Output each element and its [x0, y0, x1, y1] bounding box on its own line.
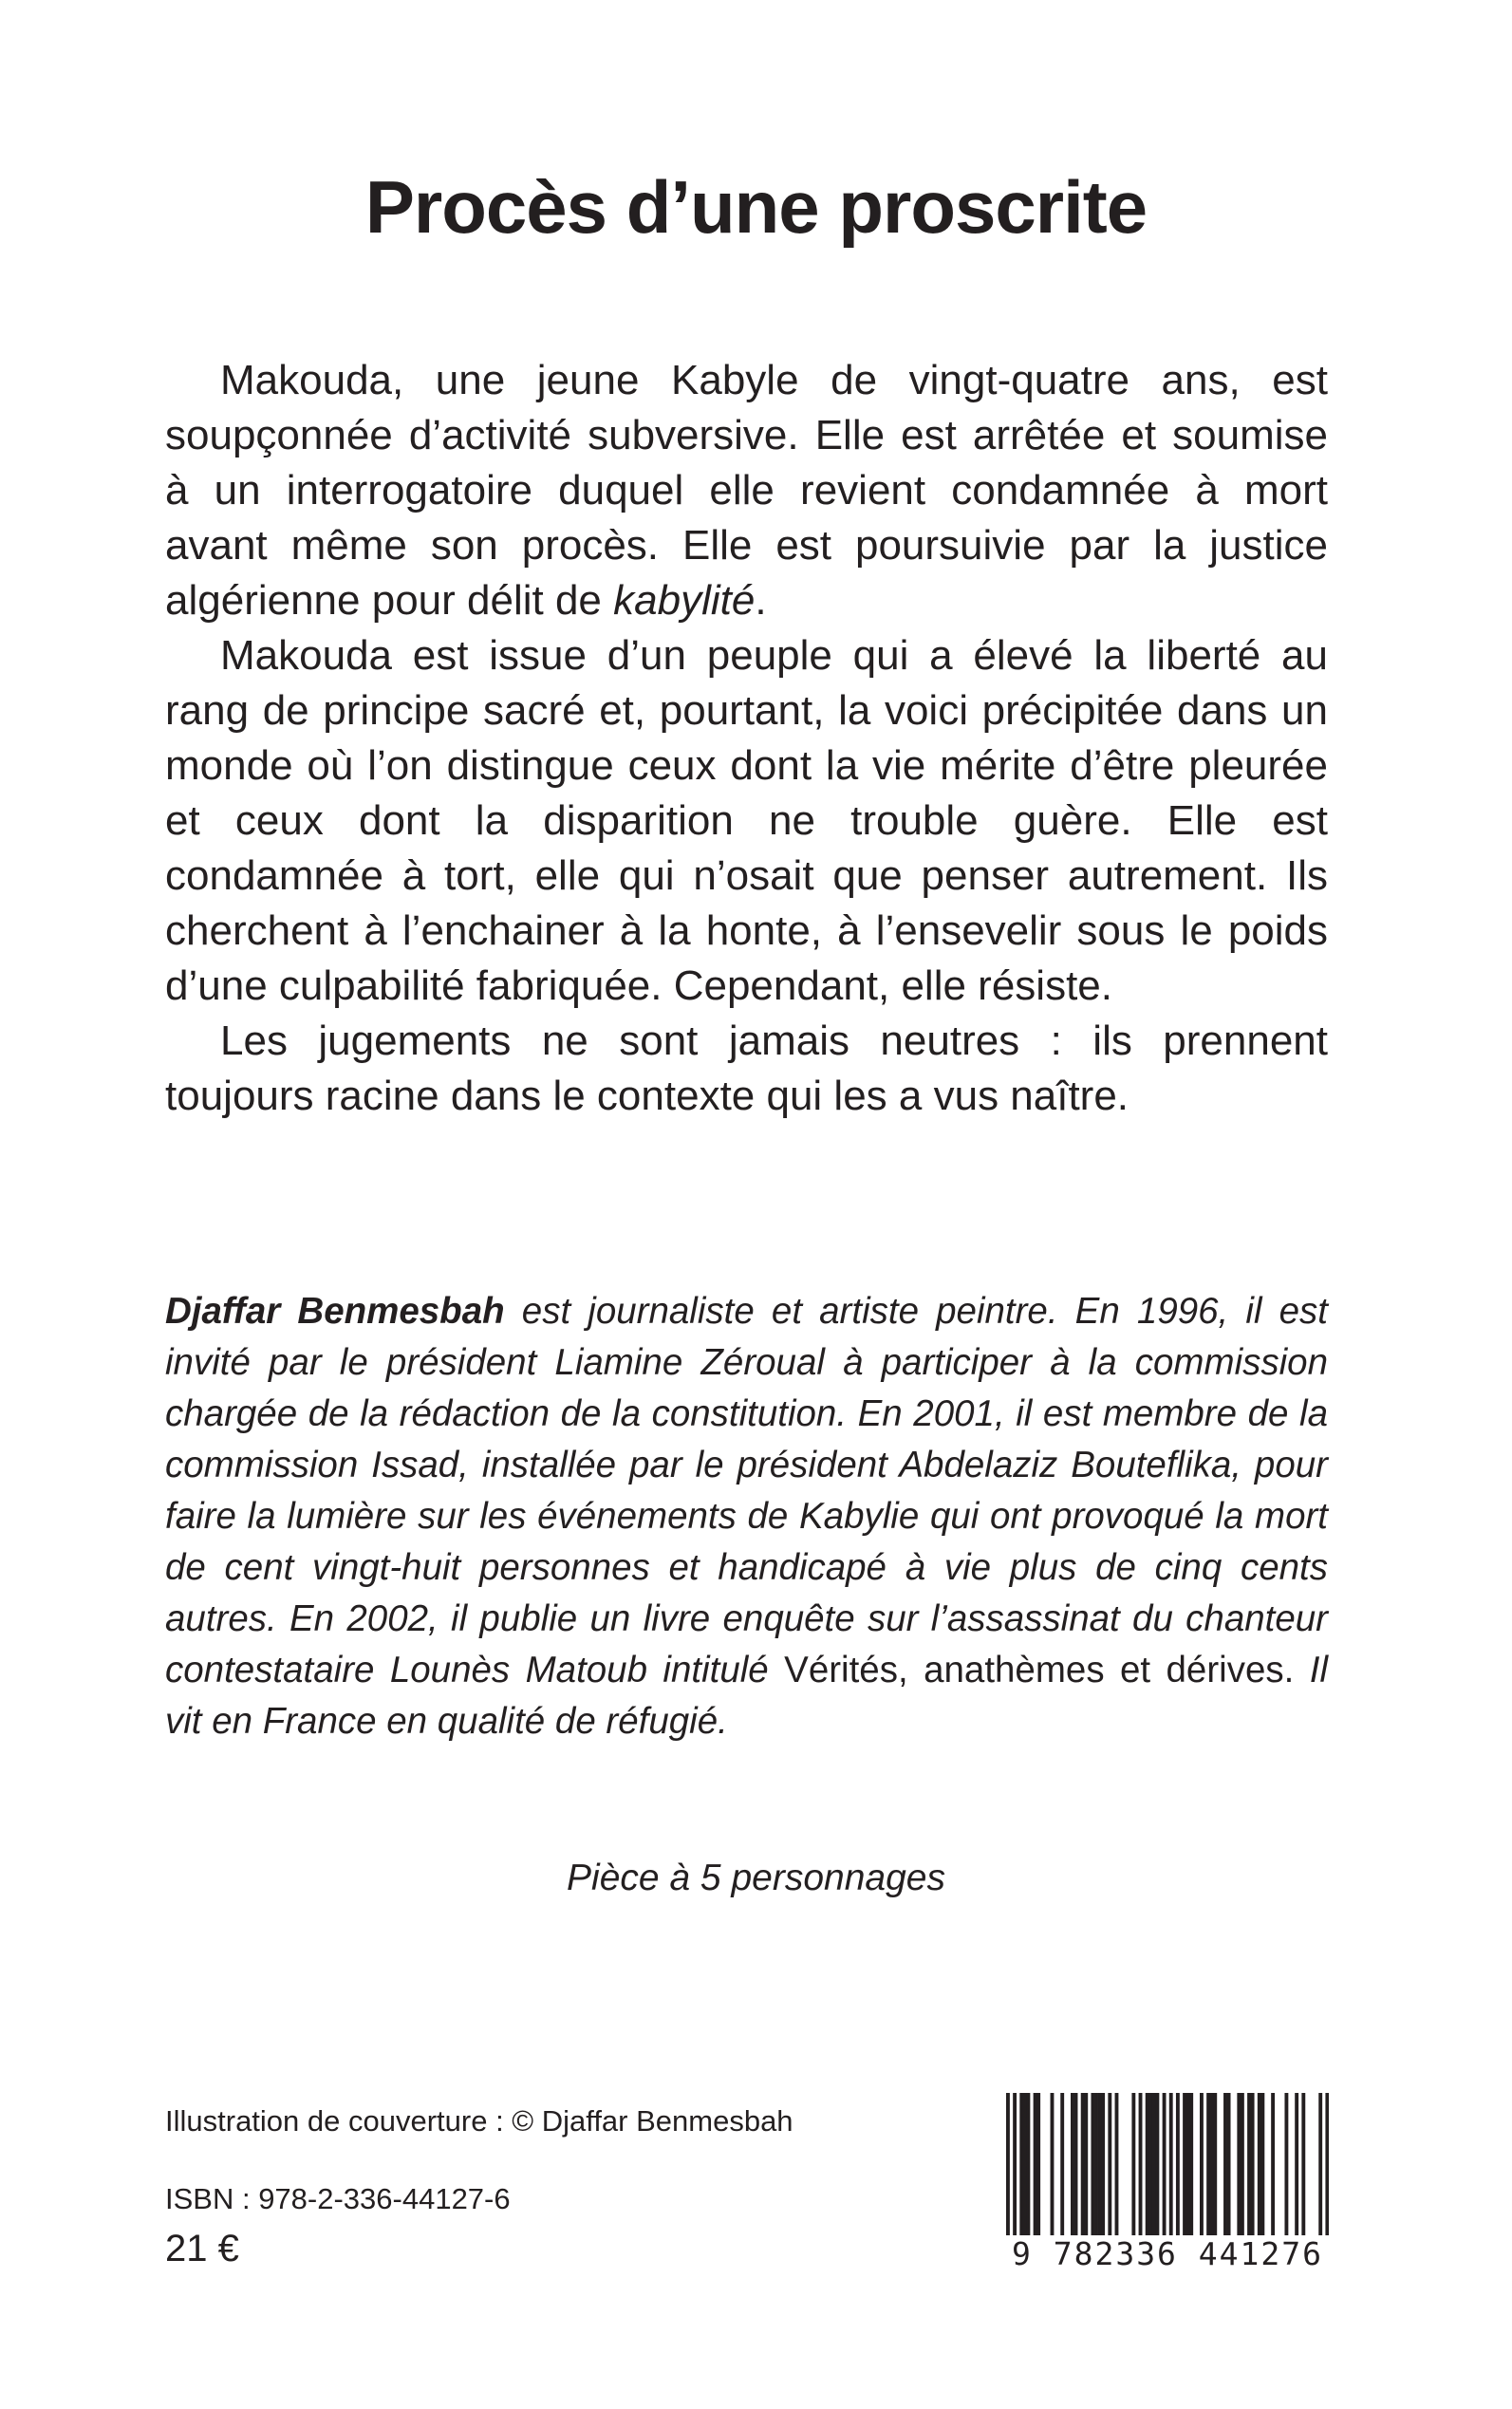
barcode-bar — [1301, 2093, 1305, 2245]
summary-paragraph-3: Les jugements ne sont jamais neutres : ils prennent toujours racine dans le contexte qui les a vus naître. — [165, 1018, 1328, 1119]
summary-paragraph-2: Makouda est issue d’un peuple qui a élevé la liberté au rang de principe sacré et, pourtant, la voici précipitée dans un monde où l’on distingue ceux dont la vie mérite d’être pleurée et ceux dont la disparition ne trouble guère. Elle est condamnée à tort, elle qui n’osait que penser autrement. Ils cherchent à l’enchainer à la honte, à l’ensevelir sous le poids d’une culpabilité fabriquée. Cependant, elle résiste. — [165, 632, 1328, 1009]
barcode-bar — [1019, 2093, 1023, 2245]
barcode-bar — [1026, 2093, 1030, 2245]
barcode-bar — [1284, 2093, 1288, 2245]
book-title: Procès d’une proscrite — [364, 165, 1148, 249]
cover-credit: Illustration de couverture : © Djaffar Benmesbah — [165, 2104, 793, 2138]
barcode-bar — [1155, 2093, 1159, 2245]
barcode-bar — [1098, 2093, 1102, 2245]
barcode-bar — [1247, 2093, 1251, 2245]
barcode-bar — [1094, 2093, 1098, 2245]
price: 21 € — [165, 2228, 239, 2269]
barcode-bar — [1241, 2093, 1244, 2245]
barcode-bar — [1318, 2093, 1322, 2245]
summary-emphasis: kabylité — [613, 577, 756, 624]
barcode-bar — [1139, 2093, 1143, 2245]
barcode-bar — [1108, 2093, 1111, 2245]
summary-paragraph-1-text: Makouda, une jeune Kabyle de vingt-quatre ans, est soupçonnée d’activité subversive. Elle est arrêtée et soumise à un interrogatoire duquel elle revient condamnée à mort avant même son procès. Elle est poursuivie par la justice algérienne pour délit de — [165, 357, 1328, 624]
barcode-bar — [1146, 2093, 1149, 2245]
barcode-bar — [1074, 2093, 1078, 2245]
barcode-bar — [1206, 2093, 1210, 2245]
barcode-bar — [1071, 2093, 1074, 2245]
barcode-bar — [1152, 2093, 1156, 2245]
barcode-bars — [1006, 2093, 1329, 2245]
barcode-bar — [1295, 2093, 1298, 2245]
barcode-bar — [1251, 2093, 1255, 2245]
barcode-bar — [1081, 2093, 1085, 2245]
summary-paragraph-1-end: . — [755, 577, 767, 624]
barcode-bar — [1084, 2093, 1088, 2245]
barcode-bar — [1258, 2093, 1261, 2245]
barcode-bar — [1271, 2093, 1275, 2245]
book-summary — [165, 353, 1328, 1124]
barcode-bar — [1023, 2093, 1027, 2245]
barcode-bar — [1060, 2093, 1064, 2245]
author-bio-text-2: Il vit en France en qualité de réfugié. — [165, 1650, 1328, 1742]
barcode-bar — [1213, 2093, 1217, 2245]
book-reference-title: Vérités, anathèmes et dérives. — [784, 1650, 1295, 1690]
barcode-bar — [1101, 2093, 1105, 2245]
isbn: ISBN : 978-2-336-44127-6 — [165, 2182, 511, 2215]
barcode-bar — [1183, 2093, 1186, 2245]
barcode-bar — [1131, 2093, 1135, 2245]
barcode-bar — [1169, 2093, 1173, 2245]
barcode-bar — [1148, 2093, 1152, 2245]
barcode-bar — [1163, 2093, 1167, 2245]
author-bio-text-1: est journaliste et artiste peintre. En 1996, il est invité par le président Liamine Zéroual à participer à la commission chargée de la rédaction de la constitution. En 2001, il est membre de la commission Issad, installée par le président Abdelaziz Bouteflika, pour faire la lumière sur les événements de Kabylie qui ont provoqué la mort de cent vingt-huit personnes et handicapé à vie plus de cinq cents autres. En 2002, il publie un livre enquête sur l’assassinat du chanteur contestataire Lounès Matoub intitulé — [165, 1291, 1328, 1690]
barcode-bar — [1051, 2093, 1055, 2245]
play-note: Pièce à 5 personnages — [567, 1858, 945, 1898]
barcode-bar — [1091, 2093, 1094, 2245]
barcode-bar — [1237, 2093, 1241, 2245]
barcode-bar — [1036, 2093, 1040, 2245]
barcode-bar — [1260, 2093, 1264, 2245]
barcode-bar — [1189, 2093, 1193, 2245]
summary-paragraph-1 — [165, 353, 1328, 628]
barcode-bar — [1325, 2093, 1329, 2245]
barcode-bar — [1186, 2093, 1190, 2245]
barcode-bar — [1115, 2093, 1119, 2245]
author-bio — [165, 1286, 1328, 1747]
barcode-bar — [1227, 2093, 1231, 2245]
barcode-bar — [1223, 2093, 1227, 2245]
barcode-bar — [1176, 2093, 1180, 2245]
barcode-bar — [1210, 2093, 1214, 2245]
barcode-bar — [1034, 2093, 1037, 2245]
barcode-bar — [1200, 2093, 1204, 2245]
barcode-bar — [1013, 2093, 1017, 2245]
barcode-bar — [1006, 2093, 1010, 2245]
author-name: Djaffar Benmesbah — [165, 1291, 505, 1332]
barcode-digits: 9 782336 441276 — [1006, 2235, 1329, 2273]
